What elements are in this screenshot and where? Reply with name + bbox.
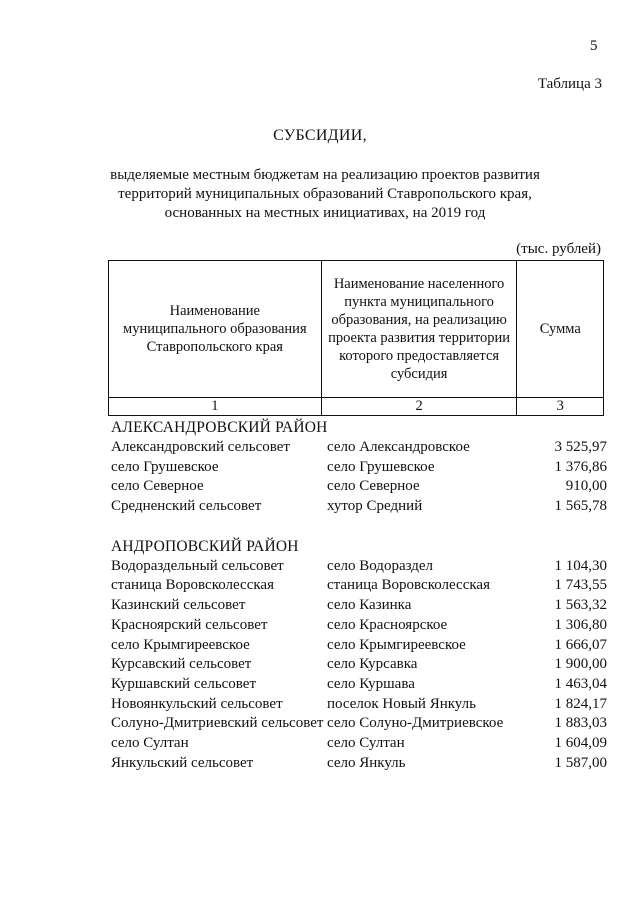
table-row: [111, 477, 607, 497]
municipality-cell: село Грушевское: [111, 458, 219, 475]
subtitle-line: территорий муниципальных образований Ставропольского края,: [118, 186, 532, 202]
table-row: [111, 557, 607, 577]
header-row: [109, 261, 604, 398]
sum-cell: 1 666,07: [554, 636, 607, 653]
page-number: 5: [590, 38, 598, 54]
column-number: 3: [517, 398, 604, 416]
municipality-cell: Курсавский сельсовет: [111, 656, 252, 673]
municipality-cell: Солуно-Дмитриевский сельсовет: [111, 715, 324, 732]
table-row: [111, 675, 607, 695]
table-row: [111, 458, 607, 478]
locality-cell: село Водораздел: [327, 557, 434, 574]
sum-cell: 910,00: [565, 478, 607, 495]
column-number-row: [109, 398, 604, 416]
locality-cell: село Солуно-Дмитриевское: [327, 715, 504, 732]
municipality-cell: Янкульский сельсовет: [111, 754, 254, 771]
locality-cell: село Куршава: [327, 675, 415, 692]
table-header: [108, 260, 604, 416]
table-row: [111, 655, 607, 675]
locality-cell: село Северное: [327, 478, 420, 495]
sum-cell: 3 525,97: [554, 439, 607, 455]
subtitle-line: основанных на местных инициативах, на 2019 год: [164, 205, 486, 221]
locality-cell: хутор Средний: [327, 498, 423, 515]
sum-cell: 1 900,00: [554, 656, 607, 673]
table-row: [111, 438, 607, 458]
sum-cell: 1 824,17: [554, 695, 607, 712]
municipality-cell: село Северное: [111, 478, 204, 495]
sum-cell: 1 563,32: [554, 597, 607, 614]
sum-cell: 1 306,80: [554, 616, 607, 633]
locality-cell: село Крымгиреевское: [327, 636, 466, 653]
sum-cell: 1 743,55: [554, 577, 607, 594]
table-row: [111, 497, 607, 517]
table-row: [111, 616, 607, 636]
header-locality: Наименование населенного пункта муниципального образования, на реализацию проекта развития территории которого предоставляется субсидия: [321, 261, 517, 398]
sum-cell: 1 883,03: [554, 715, 607, 732]
units-label: (тыс. рублей): [516, 241, 601, 257]
table-row: [111, 714, 607, 734]
locality-cell: село Казинка: [327, 597, 412, 614]
municipality-cell: Водораздельный сельсовет: [111, 557, 284, 574]
district-heading: АНДРОПОВСКИЙ РАЙОН: [111, 537, 299, 555]
sum-cell: 1 104,30: [554, 557, 607, 574]
column-number: 2: [321, 398, 517, 416]
municipality-cell: Александровский сельсовет: [111, 439, 290, 455]
municipality-cell: село Крымгиреевское: [111, 636, 250, 653]
district-heading: АЛЕКСАНДРОВСКИЙ РАЙОН: [111, 419, 328, 436]
locality-cell: поселок Новый Янкуль: [327, 695, 476, 712]
header-municipality: Наименование муниципального образования Ставропольского края: [109, 261, 322, 398]
sum-cell: 1 565,78: [554, 498, 607, 515]
subtitle-line: выделяемые местным бюджетам на реализацию проектов развития: [110, 167, 540, 183]
municipality-cell: станица Воровсколесская: [111, 577, 274, 594]
table-caption: Таблица 3: [537, 76, 602, 92]
table-row: [111, 596, 607, 616]
document-subtitle: [100, 166, 550, 223]
municipality-cell: Новоянкульский сельсовет: [111, 695, 283, 712]
locality-cell: село Александровское: [327, 439, 470, 455]
header-sum: Сумма: [517, 261, 604, 398]
municipality-cell: Красноярский сельсовет: [111, 616, 268, 633]
table-row: [111, 636, 607, 656]
table-row: [111, 695, 607, 715]
locality-cell: село Грушевское: [327, 458, 435, 475]
municipality-cell: Средненский сельсовет: [111, 498, 262, 515]
municipality-cell: Казинский сельсовет: [111, 597, 246, 614]
locality-cell: село Султан: [327, 734, 405, 751]
sum-cell: 1 587,00: [554, 754, 607, 771]
document-title: СУБСИДИИ,: [273, 127, 367, 144]
table-row: [111, 734, 607, 754]
sum-cell: 1 376,86: [554, 458, 607, 475]
table-row: [111, 754, 607, 774]
table-body: [111, 417, 607, 773]
section-spacer: [111, 517, 607, 536]
locality-cell: станица Воровсколесская: [327, 577, 490, 594]
sum-cell: 1 604,09: [554, 734, 607, 751]
locality-cell: село Курсавка: [327, 656, 418, 673]
table-row: [111, 576, 607, 596]
municipality-cell: село Султан: [111, 734, 189, 751]
municipality-cell: Куршавский сельсовет: [111, 675, 257, 692]
locality-cell: село Красноярское: [327, 616, 448, 633]
column-number: 1: [109, 398, 322, 416]
locality-cell: село Янкуль: [327, 754, 406, 771]
sum-cell: 1 463,04: [554, 675, 607, 692]
